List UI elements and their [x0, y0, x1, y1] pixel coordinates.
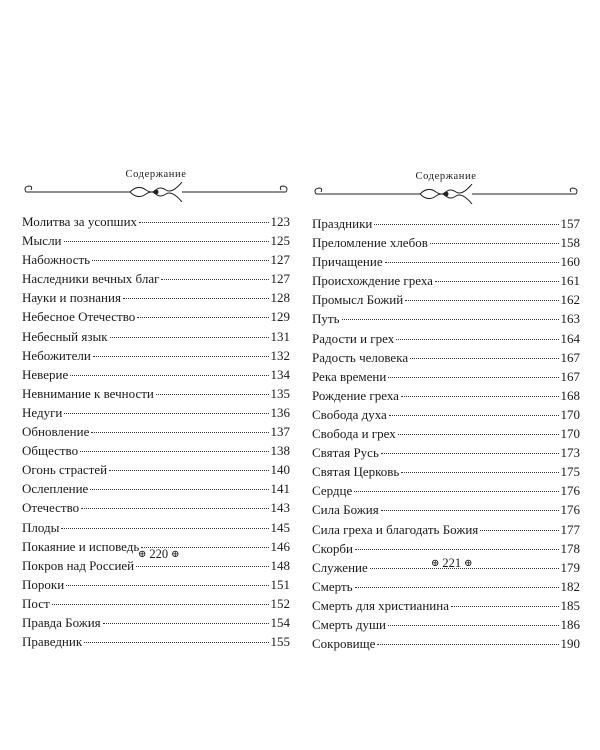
dot-leader [93, 356, 269, 357]
toc-entry [312, 500, 580, 519]
toc-entry [312, 577, 580, 596]
fleuron-icon: ⊕ [171, 549, 180, 560]
dot-leader [92, 260, 268, 261]
toc-entry-page: 175 [560, 464, 580, 480]
toc-entry-title: Пороки [22, 576, 65, 592]
toc-entry [312, 348, 580, 367]
toc-entry-title: Смерть души [312, 616, 386, 632]
page-number [138, 547, 180, 562]
toc-entry-title: Небесный язык [22, 328, 108, 344]
toc-entry [22, 403, 290, 422]
toc-entry [312, 443, 580, 462]
toc-entry [22, 384, 290, 403]
toc-entry-page: 136 [270, 404, 290, 420]
toc-entry-title: Невнимание к вечности [22, 385, 154, 401]
dot-leader [90, 489, 268, 490]
toc-entry-title: Покаяние и исповедь [22, 538, 140, 554]
toc-entry-page: 123 [270, 214, 290, 229]
toc-entry-page: 168 [560, 387, 580, 403]
toc-entry-title: Смерть для христианина [312, 597, 449, 613]
dot-leader [374, 224, 558, 225]
toc-entry [312, 367, 580, 386]
toc-entry [312, 386, 580, 405]
page-number-text: 221 [442, 556, 462, 570]
toc-entry-title: Радости и грех [312, 330, 395, 346]
toc-entry-title: Огонь страстей [22, 462, 108, 478]
dot-leader [435, 281, 559, 282]
dot-leader [354, 491, 558, 492]
toc-entry-title: Преломление хлебов [312, 235, 428, 251]
toc-entry-title: Небесное Отечество [22, 309, 136, 325]
dot-leader [103, 623, 269, 624]
toc-entry-page: 143 [270, 500, 290, 516]
dot-leader [91, 432, 268, 433]
toc-entry [312, 615, 580, 634]
toc-entry-page: 154 [270, 614, 290, 630]
toc-entry [312, 214, 580, 233]
scroll-flourish-icon [312, 184, 580, 204]
toc-entry-page: 185 [560, 597, 580, 613]
running-head: Содержание [415, 171, 477, 182]
dot-leader [80, 451, 268, 452]
toc-entry [22, 460, 290, 479]
dot-leader [401, 396, 559, 397]
toc-entry-page: 138 [270, 443, 290, 459]
dot-leader [396, 339, 558, 340]
toc-entry-title: Набожность [22, 252, 91, 268]
toc-entry [312, 520, 580, 539]
toc-entry-title: Общество [22, 443, 79, 459]
toc-entry-title: Радость человека [312, 349, 409, 365]
toc-entry-page: 162 [560, 292, 580, 308]
toc-entry-page: 134 [270, 366, 290, 382]
toc-entry-page: 128 [270, 290, 290, 306]
toc-entry-title: Плоды [22, 519, 60, 535]
toc-entry-page: 163 [560, 311, 580, 327]
dot-leader [61, 528, 268, 529]
toc-entry-title: Река времени [312, 368, 387, 384]
toc-entry-title: Мысли [22, 233, 62, 249]
toc-entry-title: Неверие [22, 366, 69, 382]
dot-leader [480, 530, 558, 531]
dot-leader [84, 642, 268, 643]
toc-entry-page: 170 [560, 426, 580, 442]
toc-entry [22, 594, 290, 613]
dot-leader [398, 434, 559, 435]
toc-entry-title: Путь [312, 311, 340, 327]
toc-entry-page: 160 [560, 254, 580, 270]
toc-entry-page: 137 [270, 424, 290, 440]
toc-entry-title: Сила Божия [312, 502, 379, 518]
toc-entry-page: 161 [560, 273, 580, 289]
right-page [312, 170, 580, 653]
toc-entry [22, 250, 290, 269]
toc-entry-page: 125 [270, 233, 290, 249]
toc-entry-page: 127 [270, 252, 290, 268]
toc-entry-title: Происхождение греха [312, 273, 433, 289]
toc-entry-page: 167 [560, 368, 580, 384]
dot-leader [81, 508, 268, 509]
toc-entry-page: 158 [560, 235, 580, 251]
scroll-flourish-icon [22, 182, 290, 202]
running-head: Содержание [125, 169, 187, 180]
toc-entry-title: Рождение греха [312, 387, 399, 403]
toc-entry [22, 498, 290, 517]
toc-entry-page: 129 [270, 309, 290, 325]
dot-leader [110, 337, 269, 338]
toc-entry-page: 152 [270, 595, 290, 611]
toc-entry [22, 288, 290, 307]
dot-leader [137, 317, 268, 318]
toc-entry-title: Ослепление [22, 481, 89, 497]
dot-leader [377, 644, 558, 645]
dot-leader [109, 470, 268, 471]
page-number [431, 556, 473, 571]
toc-entry-page: 177 [560, 521, 580, 537]
fleuron-icon: ⊕ [464, 558, 473, 569]
toc-entry-page: 179 [560, 559, 580, 575]
dot-leader [342, 319, 559, 320]
dot-leader [355, 549, 559, 550]
toc-entry-title: Свобода духа [312, 406, 387, 422]
toc-entry-page: 131 [270, 328, 290, 344]
table-of-contents [22, 212, 290, 651]
fleuron-icon: ⊕ [431, 558, 440, 569]
toc-entry-title: Праздники [312, 216, 373, 231]
toc-entry-title: Причащение [312, 254, 383, 270]
page-number-text: 220 [149, 547, 169, 561]
toc-entry-page: 178 [560, 540, 580, 556]
dot-leader [136, 566, 268, 567]
toc-entry-page: 140 [270, 462, 290, 478]
toc-entry [22, 422, 290, 441]
toc-entry [312, 252, 580, 271]
toc-entry-page: 176 [560, 502, 580, 518]
toc-entry-page: 145 [270, 519, 290, 535]
toc-entry-title: Смерть [312, 578, 353, 594]
toc-entry-title: Наследники вечных благ [22, 271, 160, 287]
toc-entry [312, 462, 580, 481]
toc-entry [312, 271, 580, 290]
toc-entry-title: Науки и познания [22, 290, 121, 306]
left-page [22, 168, 290, 651]
toc-entry-page: 155 [270, 634, 290, 650]
toc-entry-title: Сокровище [312, 636, 376, 652]
toc-entry-title: Правда Божия [22, 614, 101, 630]
toc-entry-title: Скорби [312, 540, 353, 556]
toc-entry [312, 596, 580, 615]
dot-leader [156, 394, 269, 395]
dot-leader [401, 472, 558, 473]
toc-entry [22, 269, 290, 288]
toc-entry-title: Свобода и грех [312, 426, 396, 442]
toc-entry-page: 173 [560, 445, 580, 461]
toc-entry [22, 441, 290, 460]
toc-entry-title: Обновление [22, 424, 90, 440]
dot-leader [139, 222, 268, 223]
toc-entry [22, 632, 290, 651]
dot-leader [451, 606, 559, 607]
toc-entry-title: Промысл Божий [312, 292, 404, 308]
toc-entry-title: Пост [22, 595, 50, 611]
toc-entry [312, 329, 580, 348]
dot-leader [430, 243, 559, 244]
toc-entry [22, 231, 290, 250]
dot-leader [64, 413, 268, 414]
toc-entry-page: 127 [270, 271, 290, 287]
toc-entry [312, 424, 580, 443]
toc-entry-title: Недуги [22, 404, 63, 420]
toc-entry [312, 309, 580, 328]
toc-entry [22, 327, 290, 346]
toc-entry [312, 233, 580, 252]
toc-entry-page: 164 [560, 330, 580, 346]
toc-entry [312, 634, 580, 653]
toc-entry [312, 405, 580, 424]
toc-entry-page: 182 [560, 578, 580, 594]
dot-leader [64, 241, 269, 242]
fleuron-icon: ⊕ [138, 549, 147, 560]
toc-entry-title: Молитва за усопших [22, 214, 138, 229]
toc-entry-page: 135 [270, 385, 290, 401]
toc-entry-page: 167 [560, 349, 580, 365]
toc-entry-title: Сердце [312, 483, 353, 499]
dot-leader [66, 585, 268, 586]
toc-entry-title: Отечество [22, 500, 80, 516]
toc-entry [22, 613, 290, 632]
toc-entry-page: 157 [560, 216, 580, 231]
toc-entry [22, 365, 290, 384]
toc-entry-page: 148 [270, 557, 290, 573]
toc-entry [22, 479, 290, 498]
dot-leader [161, 279, 268, 280]
dot-leader [405, 300, 558, 301]
toc-entry-title: Покров над Россией [22, 557, 135, 573]
toc-entry [312, 481, 580, 500]
toc-entry-page: 186 [560, 616, 580, 632]
dot-leader [381, 453, 559, 454]
dot-leader [388, 377, 558, 378]
toc-entry-page: 190 [560, 636, 580, 652]
toc-entry-page: 176 [560, 483, 580, 499]
dot-leader [410, 358, 558, 359]
toc-entry-title: Святая Церковь [312, 464, 400, 480]
toc-entry-page: 132 [270, 347, 290, 363]
table-of-contents [312, 214, 580, 653]
dot-leader [123, 298, 269, 299]
toc-entry [312, 539, 580, 558]
toc-entry [22, 575, 290, 594]
dot-leader [381, 510, 559, 511]
toc-entry-page: 146 [270, 538, 290, 554]
dot-leader [70, 375, 268, 376]
toc-entry-page: 151 [270, 576, 290, 592]
dot-leader [355, 587, 559, 588]
toc-entry [22, 307, 290, 326]
dot-leader [388, 625, 559, 626]
toc-entry [22, 518, 290, 537]
toc-entry-title: Небожители [22, 347, 91, 363]
toc-entry-title: Святая Русь [312, 445, 379, 461]
toc-entry [22, 346, 290, 365]
toc-entry-page: 170 [560, 406, 580, 422]
dot-leader [385, 262, 559, 263]
dot-leader [52, 604, 269, 605]
toc-entry [312, 290, 580, 309]
toc-entry [22, 212, 290, 231]
dot-leader [389, 415, 559, 416]
toc-entry-title: Служение [312, 559, 368, 575]
toc-entry-title: Сила греха и благодать Божия [312, 521, 479, 537]
toc-entry-page: 141 [270, 481, 290, 497]
toc-entry-title: Праведник [22, 634, 83, 650]
